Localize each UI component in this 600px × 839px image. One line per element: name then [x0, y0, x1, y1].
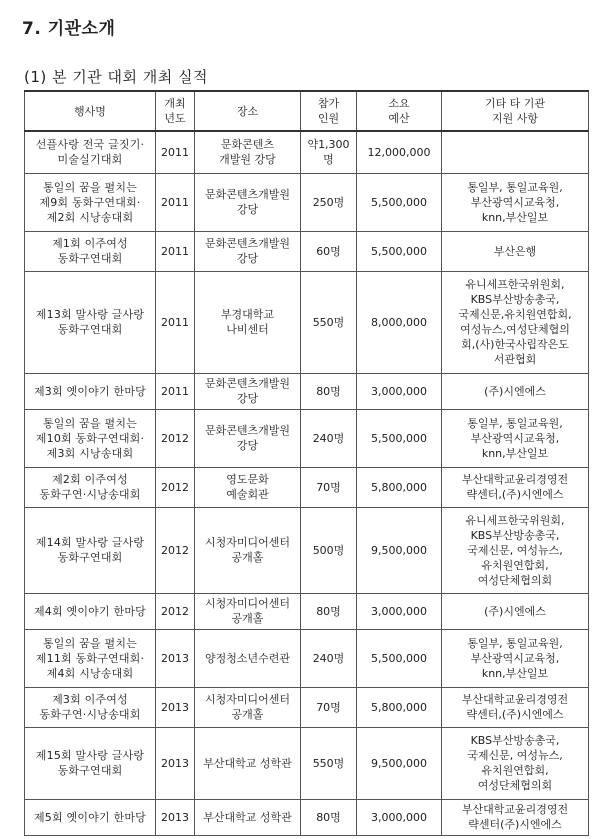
header-event-name: 행사명 [25, 91, 156, 131]
budget-cell: 12,000,000 [357, 131, 442, 173]
participants-cell: 240명 [301, 409, 357, 467]
table-row [25, 467, 589, 507]
place-cell: 시청자미디어센터 공개홀 [195, 687, 301, 727]
budget-cell: 3,000,000 [357, 799, 442, 835]
place-cell: 양정청소년수련관 [195, 629, 301, 687]
place-cell: 시청자미디어센터 공개홀 [195, 507, 301, 593]
year-cell: 2013 [156, 687, 195, 727]
table-row [25, 271, 589, 373]
section-title: 7. 기관소개 [22, 19, 116, 39]
event-name-cell: 제13회 말사랑 글사랑 동화구연대회 [25, 271, 156, 373]
table-row [25, 727, 589, 799]
year-cell: 2011 [156, 173, 195, 231]
participants-cell: 70명 [301, 687, 357, 727]
support-cell: (주)시엔에스 [442, 593, 589, 629]
participants-cell: 550명 [301, 271, 357, 373]
event-name-cell: 제14회 말사랑 글사랑 동화구연대회 [25, 507, 156, 593]
event-name-cell: 제2회 이주여성 동화구연·시낭송대회 [25, 467, 156, 507]
support-cell: 유니세프한국위원회, KBS부산방송총국, 국제신문,유치원연합회, 여성뉴스,여성단체협의 회,(사)한국사립작은도 서관협회 [442, 271, 589, 373]
table-row [25, 687, 589, 727]
year-cell: 2013 [156, 629, 195, 687]
budget-cell: 9,500,000 [357, 507, 442, 593]
header-year: 개최 년도 [156, 91, 195, 131]
header-participants: 참가 인원 [301, 91, 357, 131]
budget-cell: 5,800,000 [357, 687, 442, 727]
budget-cell: 5,500,000 [357, 173, 442, 231]
year-cell: 2013 [156, 799, 195, 835]
table-row [25, 373, 589, 409]
table-row [25, 409, 589, 467]
support-cell: 유니세프한국위원회, KBS부산방송총국, 국제신문, 여성뉴스, 유치원연합회, 여성단체협의회 [442, 507, 589, 593]
place-cell: 시청자미디어센터 공개홀 [195, 593, 301, 629]
event-name-cell: 통일의 꿈을 펼치는 제11회 동화구연대회· 제4회 시낭송대회 [25, 629, 156, 687]
year-cell: 2013 [156, 727, 195, 799]
table-row [25, 593, 589, 629]
budget-cell: 5,800,000 [357, 467, 442, 507]
event-name-cell: 제1회 이주여성 동화구연대회 [25, 231, 156, 271]
budget-cell: 5,500,000 [357, 629, 442, 687]
event-name-cell: 제3회 옛이야기 한마당 [25, 373, 156, 409]
event-name-cell: 제5회 옛이야기 한마당 [25, 799, 156, 835]
header-budget: 소요 예산 [357, 91, 442, 131]
year-cell: 2012 [156, 507, 195, 593]
event-name-cell: 제4회 옛이야기 한마당 [25, 593, 156, 629]
support-cell: 통일부, 통일교육원, 부산광역시교육청, knn,부산일보 [442, 173, 589, 231]
table-row [25, 799, 589, 835]
table-header-row [25, 91, 589, 131]
place-cell: 문화콘텐츠개발원 강당 [195, 409, 301, 467]
support-cell: 부산대학교윤리경영전 략센터(주)시엔에스 [442, 799, 589, 835]
participants-cell: 240명 [301, 629, 357, 687]
year-cell: 2011 [156, 271, 195, 373]
place-cell: 문화콘텐츠개발원 강당 [195, 173, 301, 231]
participants-cell: 60명 [301, 231, 357, 271]
support-cell [442, 131, 589, 173]
place-cell: 부경대학교 나비센터 [195, 271, 301, 373]
table-row [25, 131, 589, 173]
place-cell: 문화콘텐츠 개발원 강당 [195, 131, 301, 173]
year-cell: 2011 [156, 231, 195, 271]
event-name-cell: 통일의 꿈을 펼치는 제9회 동화구연대회· 제2회 시낭송대회 [25, 173, 156, 231]
support-cell: KBS부산방송총국, 국제신문, 여성뉴스, 유치원연합회, 여성단체협의회 [442, 727, 589, 799]
place-cell: 문화콘텐츠개발원 강당 [195, 231, 301, 271]
year-cell: 2012 [156, 409, 195, 467]
budget-cell: 5,500,000 [357, 231, 442, 271]
table-row [25, 507, 589, 593]
participants-cell: 550명 [301, 727, 357, 799]
budget-cell: 5,500,000 [357, 409, 442, 467]
table-row [25, 231, 589, 271]
budget-cell: 9,500,000 [357, 727, 442, 799]
support-cell: 부산대학교윤리경영전 략센터,(주)시엔에스 [442, 687, 589, 727]
support-cell: 통일부, 통일교육원, 부산광역시교육청, knn,부산일보 [442, 629, 589, 687]
participants-cell: 500명 [301, 507, 357, 593]
support-cell: (주)시엔에스 [442, 373, 589, 409]
header-place: 장소 [195, 91, 301, 131]
year-cell: 2011 [156, 131, 195, 173]
sub-title: (1) 본 기관 대회 개최 실적 [24, 68, 208, 86]
header-support: 기타 타 기관 지원 사항 [442, 91, 589, 131]
event-name-cell: 선플사랑 전국 글짓기· 미술실기대회 [25, 131, 156, 173]
place-cell: 영도문화 예술회관 [195, 467, 301, 507]
participants-cell: 250명 [301, 173, 357, 231]
event-name-cell: 제15회 말사랑 글사랑 동화구연대회 [25, 727, 156, 799]
event-name-cell: 제3회 이주여성 동화구연·시낭송대회 [25, 687, 156, 727]
participants-cell: 약1,300명 [301, 131, 357, 173]
place-cell: 문화콘텐츠개발원 강당 [195, 373, 301, 409]
year-cell: 2011 [156, 373, 195, 409]
table-row [25, 629, 589, 687]
support-cell: 부산은행 [442, 231, 589, 271]
place-cell: 부산대학교 성학관 [195, 799, 301, 835]
year-cell: 2012 [156, 593, 195, 629]
place-cell: 부산대학교 성학관 [195, 727, 301, 799]
budget-cell: 3,000,000 [357, 373, 442, 409]
budget-cell: 8,000,000 [357, 271, 442, 373]
event-name-cell: 통일의 꿈을 펼치는 제10회 동화구연대회· 제3회 시낭송대회 [25, 409, 156, 467]
participants-cell: 80명 [301, 799, 357, 835]
events-table [24, 90, 589, 836]
table-row [25, 173, 589, 231]
participants-cell: 70명 [301, 467, 357, 507]
support-cell: 부산대학교윤리경영전 략센터,(주)시엔에스 [442, 467, 589, 507]
year-cell: 2012 [156, 467, 195, 507]
participants-cell: 80명 [301, 373, 357, 409]
support-cell: 통일부, 통일교육원, 부산광역시교육청, knn,부산일보 [442, 409, 589, 467]
participants-cell: 80명 [301, 593, 357, 629]
budget-cell: 3,000,000 [357, 593, 442, 629]
